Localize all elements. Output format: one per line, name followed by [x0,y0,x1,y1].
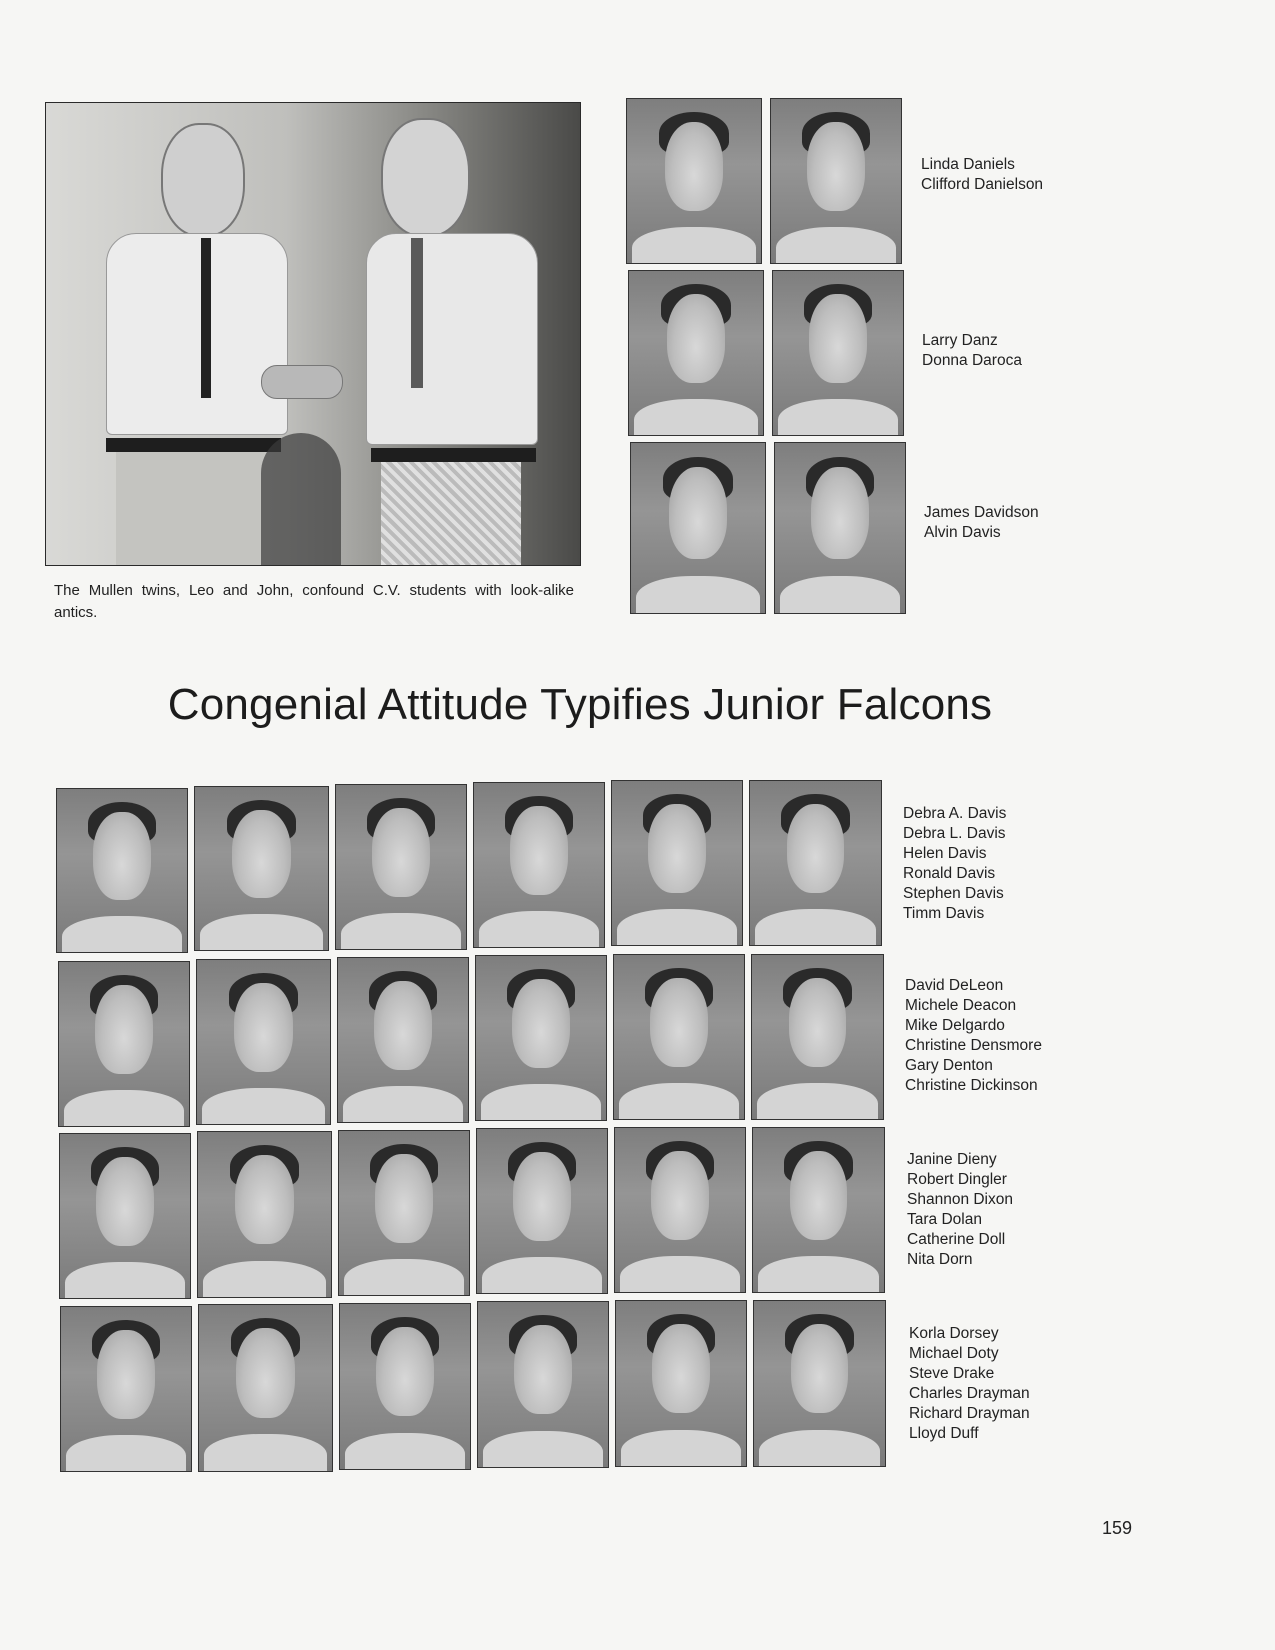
student-name: Mike Delgardo [905,1017,1005,1034]
portrait [770,98,902,264]
student-name: Gary Denton [905,1057,993,1074]
portrait [772,270,904,436]
portrait [752,1127,885,1293]
portrait [196,959,331,1125]
portrait [477,1301,609,1468]
student-name: Catherine Doll [907,1231,1006,1248]
portrait [753,1300,886,1467]
portrait [56,788,188,953]
student-name: Nita Dorn [907,1251,973,1268]
page-headline: Congenial Attitude Typifies Junior Falcons [167,680,993,729]
student-name: Christine Densmore [905,1037,1042,1054]
portrait [626,98,762,264]
student-name: Helen Davis [903,845,987,862]
handshake [261,365,343,399]
twin-right-figure [346,118,536,566]
student-name: Donna Daroca [922,352,1022,369]
student-name: Linda Daniels [921,156,1015,173]
portrait [335,784,467,950]
student-name: David DeLeon [905,977,1004,994]
top-group-2-names [922,331,1022,371]
portrait [197,1131,332,1298]
portrait [338,1130,470,1296]
student-name: Richard Drayman [909,1405,1030,1422]
student-name: Janine Dieny [907,1151,997,1168]
portrait [614,1127,746,1293]
student-name: Steve Drake [909,1365,995,1382]
feature-photo-caption: The Mullen twins, Leo and John, confound C.V. students with look-alike antics. [54,582,574,621]
portrait [58,961,190,1127]
portrait [630,442,766,614]
student-name: Ronald Davis [903,865,996,882]
row-3-names [907,1150,1013,1270]
row-4-names [909,1324,1030,1444]
portrait [751,954,884,1120]
student-name: Debra A. Davis [903,805,1007,822]
student-name: Alvin Davis [924,524,1001,541]
top-group-3-names [924,503,1039,543]
portrait [774,442,906,614]
portrait [339,1303,471,1470]
portrait [749,780,882,946]
student-name: James Davidson [924,504,1039,521]
portrait [628,270,764,436]
student-name: Clifford Danielson [921,176,1044,193]
student-name: Christine Dickinson [905,1077,1038,1094]
row-2-names [905,976,1042,1096]
student-name: Debra L. Davis [903,825,1006,842]
portrait [337,957,469,1123]
row-1-names [903,804,1006,924]
portrait [198,1304,333,1472]
top-group-1-names [921,155,1043,195]
student-name: Michael Doty [909,1345,999,1362]
student-name: Michele Deacon [905,997,1017,1014]
portrait [611,780,743,946]
portrait [60,1306,192,1472]
student-name: Shannon Dixon [907,1191,1013,1208]
feature-photo-mullen-twins [45,102,581,566]
portrait [615,1300,747,1467]
student-name: Larry Danz [922,332,998,349]
portrait [476,1128,608,1294]
student-name: Stephen Davis [903,885,1004,902]
portrait [194,786,329,951]
student-name: Robert Dingler [907,1171,1007,1188]
student-name: Charles Drayman [909,1385,1030,1402]
portrait [473,782,605,948]
wall-shadow [261,433,341,565]
page-number: 159 [1102,1518,1133,1538]
student-name: Lloyd Duff [909,1425,979,1442]
portrait [59,1133,191,1299]
portrait [475,955,607,1121]
student-name: Timm Davis [903,905,985,922]
portrait [613,954,745,1120]
student-name: Korla Dorsey [909,1325,999,1342]
student-name: Tara Dolan [907,1211,982,1228]
